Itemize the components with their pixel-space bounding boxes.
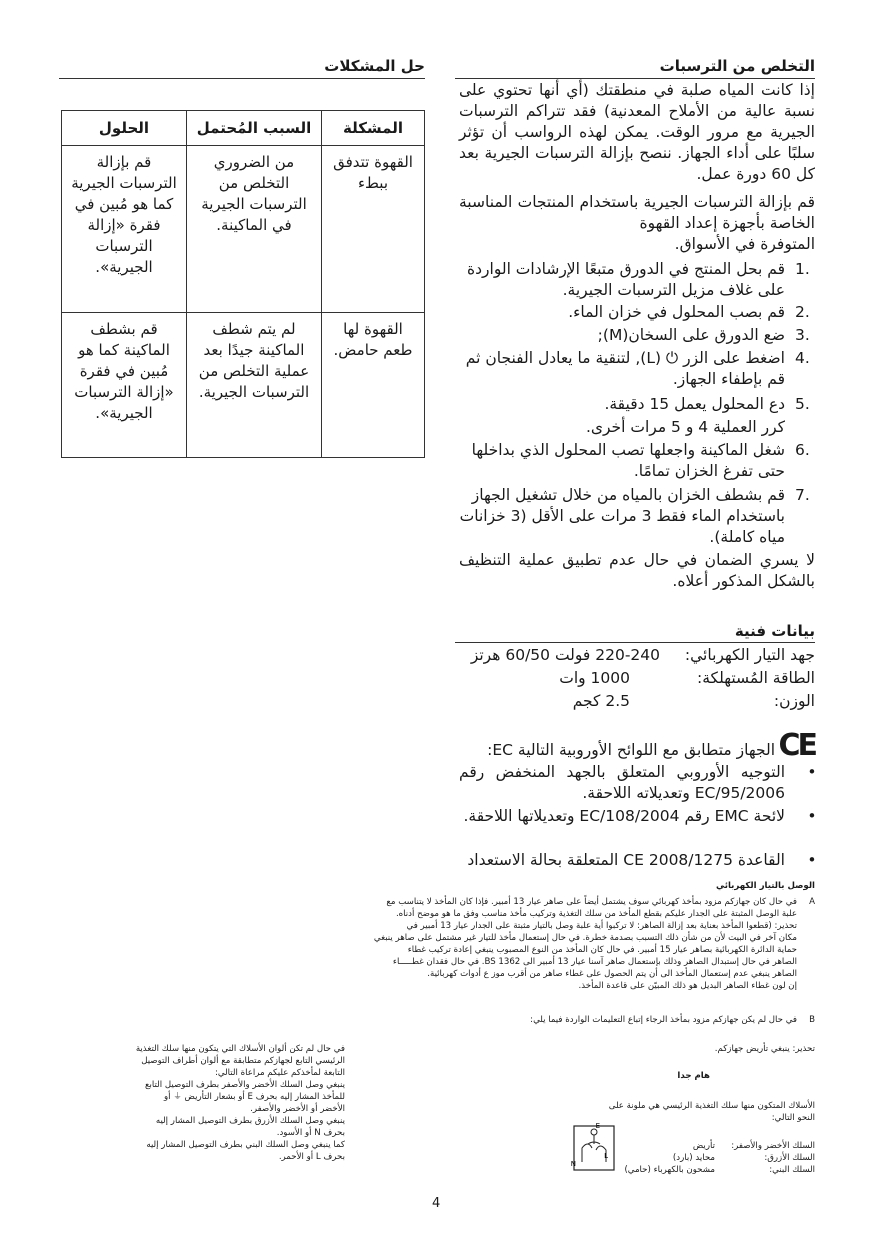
- header-cause: السبب المُحتمل: [187, 111, 322, 146]
- spec-value: 1000 وات: [559, 669, 630, 687]
- descaling-para-2: قم بإزالة الترسبات الجيرية باستخدام المنتجات المناسبة الخاصة بأجهزة إعداد القهوة: [459, 193, 815, 232]
- bullet-text: القاعدة CE 2008/1275 المتعلقة بحالة الاستعداد: [467, 851, 785, 869]
- electrical-letter-a: A: [809, 897, 815, 907]
- spec-value: 2.5 كجم: [572, 692, 630, 710]
- step-number: 7.: [795, 486, 810, 504]
- descaling-step-1: [459, 259, 810, 301]
- step-text: قم بحل المنتج في الدورق متبعًا الإرشادات الواردة على غلاف مزيل الترسبات الجيرية.: [467, 260, 785, 299]
- step-number: 4.: [795, 349, 810, 367]
- instruction-line: التابعة لمأخذكم عليكم مراعاة التالي:: [214, 1068, 345, 1078]
- step-text: اضغط على الزر ⏻ (L), لتنقية ما يعادل الفنجان ثم قم بإطفاء الجهاز.: [465, 349, 785, 388]
- step-number: 5.: [795, 395, 810, 413]
- troubleshooting-title-rule: [59, 78, 425, 79]
- spec-label: الوزن:: [773, 692, 815, 710]
- wire-row-neutral: [615, 1152, 815, 1164]
- instruction-line: للمأخذ المشار إليه بحرف E أو بشعار التأريض ⏚ أو: [163, 1092, 345, 1102]
- ce-bullet-3: [459, 850, 817, 871]
- plug-letter-n: N: [570, 1160, 576, 1168]
- descaling-step-5b: [459, 417, 785, 438]
- spec-label: جهد التيار الكهربائي:: [684, 646, 815, 664]
- descaling-step-2: [459, 302, 810, 323]
- cell-problem: القهوة تتدفق ببطء: [322, 146, 425, 313]
- electrical-section-b: في حال لم يكن جهازكم مزود بمأخذ الرجاء إتباع التعليمات الواردة فيما يلي:: [530, 1015, 797, 1025]
- spec-value: 220-240 فولت 60/50 هرتز: [470, 646, 660, 664]
- ce-compliance-text: الجهاز متطابق مع اللوائح الأوروبية التالية EC:: [487, 741, 775, 759]
- electrical-section-a: [61, 896, 797, 992]
- wire-row-live: [615, 1164, 815, 1176]
- step-number: 1.: [795, 260, 810, 278]
- header-solution: الحلول: [62, 111, 187, 146]
- troubleshooting-table: [61, 110, 425, 458]
- step-number: 2.: [795, 303, 810, 321]
- table-row: [62, 313, 425, 458]
- bullet-text: لائحة EMC رقم EC/108/2004 وتعديلاتها اللاحقة.: [463, 807, 785, 825]
- instruction-line: الأخضر أو الأخضر والأصفر.: [250, 1104, 345, 1114]
- instruction-line: في حال لم تكن ألوان الأسلاك التي يتكون منها سلك التغذية: [135, 1044, 345, 1054]
- wire-label: السلك البني:: [769, 1165, 815, 1175]
- instruction-line: كما ينبغي وصل السلك البني بطرف التوصيل المشار إليه: [146, 1140, 345, 1150]
- header-problem: المشكلة: [322, 111, 425, 146]
- instruction-line: بحرف N أو الأسود.: [276, 1128, 345, 1138]
- ce-bullet-2: [459, 806, 817, 827]
- step-text: قم بصب المحلول في خزان الماء.: [568, 303, 785, 321]
- plug-letter-l: L: [604, 1152, 608, 1160]
- wire-label: السلك الأخضر والأصفر:: [731, 1141, 815, 1151]
- ce-bullet-1: [459, 762, 817, 804]
- ce-mark-logo: CE: [778, 728, 815, 763]
- section-a-line: الصاهر ينبغي عدم إستعمال المأخذ الى أن يتم الحصول على غطاء صاهر من أقرب موز ع أدوات كهربائية.: [427, 969, 797, 979]
- descaling-step-5: [459, 394, 810, 415]
- bullet-text: التوجيه الأوروبي المتعلق بالجهد المنخفض رقم EC/95/2006 وتعديلاته اللاحقة.: [459, 763, 785, 802]
- important-label: هام جدا: [677, 1071, 710, 1081]
- step-text: كرر العملية 4 و 5 مرات أخرى.: [585, 418, 785, 436]
- instruction-line: ينبغي وصل السلك الأخضر والأصفر بطرف التوصيل التابع: [144, 1080, 345, 1090]
- section-a-line: مكان آخر في البيت لأن من شأن ذلك التسبب بصدمة خطرة. في حال إستعمال مأخذ للتيار غير مشتمل على صاهر ينبغي: [373, 933, 797, 943]
- table-header-row: [62, 111, 425, 146]
- spec-weight: [459, 691, 815, 712]
- wires-intro-2: النحو التالي:: [771, 1113, 815, 1123]
- section-a-line: تحذير: (قطعوا المأخذ بعناية بعد إزالة الصاهر: لا تركبوا أية علبة وصل بالتيار مثبتة على الجدار عيار 13 أمبير في: [406, 921, 797, 931]
- section-a-line: علبة الوصل المثبتة على الجدار عليكم بقطع المأخذ من سلك التغذية وتركيب مأخذ مناسب وفق ما هو موضح أدناه.: [395, 909, 797, 919]
- descaling-step-3: [459, 325, 810, 346]
- descaling-title: التخلص من الترسبات: [659, 57, 815, 75]
- electrical-letter-b: B: [809, 1015, 815, 1025]
- spec-power: [459, 668, 815, 689]
- section-a-line: حماية الدائرة الكهربائية بصاهر عيار 15 أمبير. في حال كان المأخذ من النوع المصبوب ينبغي إعادة تركيب غطاء: [407, 945, 797, 955]
- electrical-title: الوصل بالتيار الكهربائي: [716, 881, 815, 891]
- cell-solution: قم بإزالة الترسبات الجيرية كما هو مُبين في فقرة «إزالة الترسبات الجيرية».: [62, 146, 187, 313]
- page-number: 4: [432, 1196, 441, 1211]
- cell-problem: القهوة لها طعم حامض.: [322, 313, 425, 458]
- step-text: دع المحلول يعمل 15 دقيقة.: [604, 395, 785, 413]
- earthing-warning: تحذير: ينبغي تأريض جهازكم.: [714, 1044, 815, 1054]
- step-number: 3.: [795, 326, 810, 344]
- wire-row-earth: [615, 1140, 815, 1152]
- instruction-line: ينبغي وصل السلك الأزرق بطرف التوصيل المشار إليه: [155, 1116, 345, 1126]
- instruction-line: بحرف L أو الأحمر.: [278, 1152, 345, 1162]
- wire-value: محايد (بارد): [672, 1153, 715, 1163]
- wires-intro-1: الأسلاك المتكون منها سلك التغذية الرئيسي هي ملونة على: [608, 1101, 815, 1111]
- cell-cause: لم يتم شطف الماكينة جيدًا بعد عملية التخلص من الترسبات الجيرية.: [187, 313, 322, 458]
- specs-title: بيانات فنية: [734, 622, 815, 640]
- cell-cause: من الضروري التخلص من الترسبات الجيرية في الماكينة.: [187, 146, 322, 313]
- section-a-line: في حال كان جهازكم مزود بمأخذ كهربائي سوف يشتمل أيضاً على صاهر عيار 13 أمبير. فإذا كان المأخذ لا يتناسب مع: [386, 897, 797, 907]
- descaling-step-6: [459, 440, 810, 482]
- specs-title-rule: [455, 642, 815, 643]
- table-row: [62, 146, 425, 313]
- descaling-para-3: المتوفرة في الأسواق.: [674, 235, 815, 253]
- descaling-step-7: [459, 485, 810, 548]
- bullet-icon: •: [807, 807, 817, 825]
- step-text: ضع الدورق على السخان(M);: [597, 326, 785, 344]
- bullet-icon: •: [807, 763, 817, 781]
- wire-color-list: [615, 1140, 815, 1176]
- warranty-note: لا يسري الضمان في حال عدم تطبيق عملية التنظيف بالشكل المذكور أعلاه.: [459, 551, 815, 590]
- wire-instructions: [60, 1043, 345, 1163]
- step-number: 6.: [795, 441, 810, 459]
- descaling-step-4: [459, 348, 810, 390]
- spec-voltage: [459, 645, 815, 666]
- descaling-title-rule: [455, 78, 815, 79]
- spec-label: الطاقة المُستهلكة:: [697, 669, 815, 687]
- bullet-icon: •: [807, 851, 817, 869]
- section-a-line: إن لون غطاء الصاهر البديل هو ذلك المبيّن على قاعدة المأخذ.: [578, 981, 797, 991]
- step-text: شغل الماكينة واجعلها تصب المحلول الذي بداخلها حتى تفرغ الخزان تمامًا.: [471, 441, 785, 480]
- plug-wiring-diagram-icon: [570, 1118, 620, 1174]
- wire-value: مشحون بالكهرباء (حامي): [624, 1165, 715, 1175]
- plug-letter-e: E: [595, 1122, 600, 1130]
- wire-value: تأريض: [692, 1141, 715, 1151]
- section-a-line: الصاهر في حال إستبدال الصاهر وذلك بإستعمال صاهر آسنا عيار 13 أمبير الى BS 1362. في حال فقدان غطـــــاء: [392, 957, 797, 967]
- cell-solution: قم بشطف الماكينة كما هو مُبين في فقرة «إزالة الترسبات الجيرية».: [62, 313, 187, 458]
- step-text: قم بشطف الخزان بالمياه من خلال تشغيل الجهاز باستخدام الماء فقط 3 مرات على الأقل (3 خزانات مياه كاملة).: [459, 486, 785, 546]
- instruction-line: الرئيسي التابع لجهازكم متطابقة مع ألوان أطراف التوصيل: [141, 1056, 345, 1066]
- descaling-intro: إذا كانت المياه صلبة في منطقتك (أي أنها تحتوي على نسبة عالية من الأملاح المعدنية) فقد تتراكم الترسبات الجيرية مع مرور الوقت. يمكن لهذه الرواسب أن تؤثر سلبًا على أداء الجهاز. ننصح بإزالة الترسبات الجيرية بعد كل 60 دورة عمل.: [459, 81, 815, 183]
- troubleshooting-title: حل المشكلات: [324, 57, 425, 75]
- wire-label: السلك الأزرق:: [764, 1153, 815, 1163]
